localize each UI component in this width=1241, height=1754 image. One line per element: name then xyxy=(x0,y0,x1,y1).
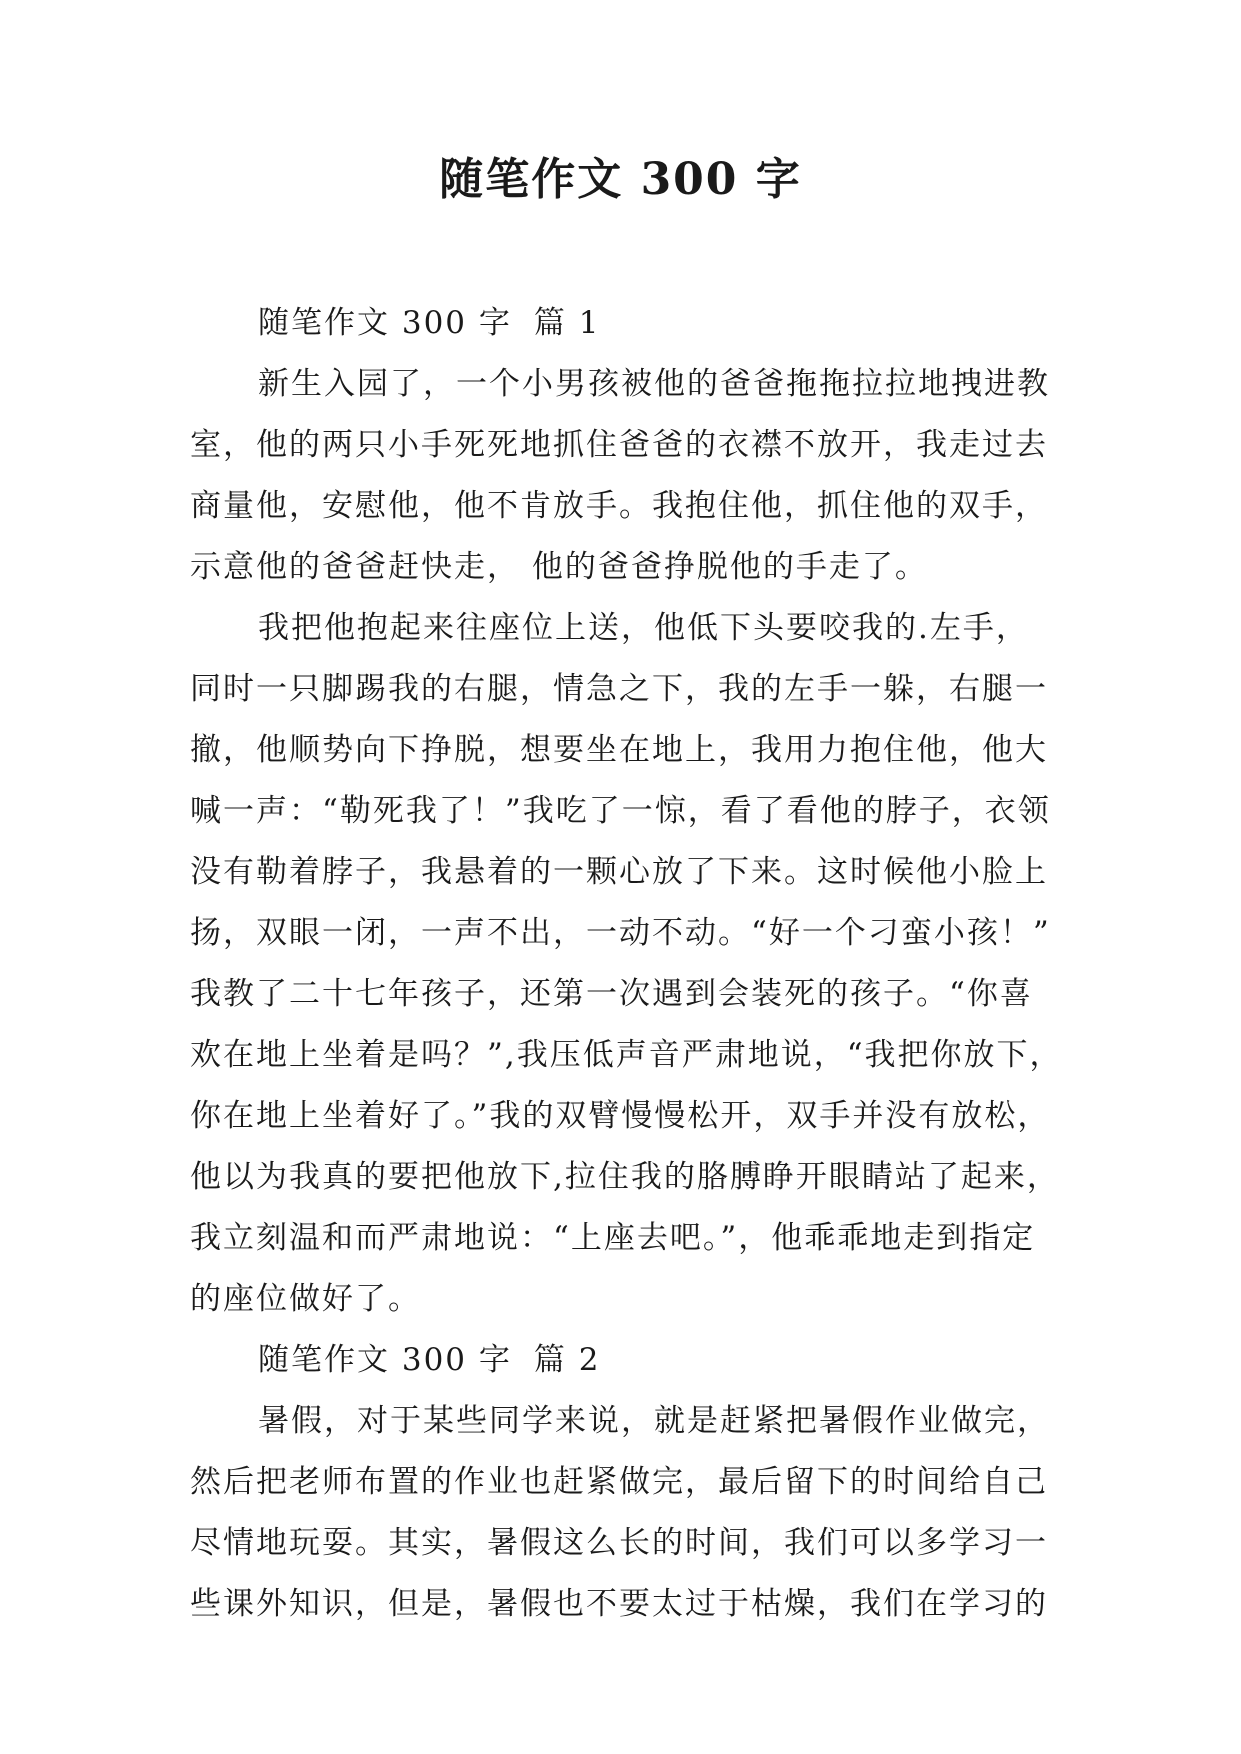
text-line: 我立刻温和而严肃地说：“上座去吧。”，他乖乖地走到指定 xyxy=(190,1220,1036,1256)
text-line: 室，他的两只小手死死地抓住爸爸的衣襟不放开，我走过去 xyxy=(190,427,1048,463)
text-line: 撤，他顺势向下挣脱，想要坐在地上，我用力抱住他，他大 xyxy=(190,732,1048,768)
paragraph xyxy=(190,354,1060,598)
paragraph xyxy=(190,598,1063,1330)
section-heading-text: 随笔作文 300 字 xyxy=(258,305,512,341)
section-heading-number: 篇 2 xyxy=(533,1342,601,1378)
text-line: 扬，双眼一闭，一声不出，一动不动。“好一个刁蛮小孩！” xyxy=(190,915,1051,951)
text-line: 你在地上坐着好了。”我的双臂慢慢松开，双手并没有放松， xyxy=(190,1098,1051,1134)
section-heading-text: 随笔作文 300 字 xyxy=(258,1342,512,1378)
text-line: 然后把老师布置的作业也赶紧做完，最后留下的时间给自己 xyxy=(190,1464,1048,1500)
text-line: 他以为我真的要把他放下,拉住我的胳膊睁开眼睛站了起来， xyxy=(190,1159,1060,1195)
page-title: 随笔作文 300 字 xyxy=(439,154,802,205)
text-line: 商量他，安慰他，他不肯放手。我抱住他，抓住他的双手， xyxy=(190,488,1048,524)
document-body xyxy=(190,293,1063,1635)
text-line: 新生入园了，一个小男孩被他的爸爸拖拖拉拉地拽进教 xyxy=(258,366,1050,402)
text-line: 没有勒着脖子，我悬着的一颗心放了下来。这时候他小脸上 xyxy=(190,854,1048,890)
text-line: 同时一只脚踢我的右腿，情急之下，我的左手一躲，右腿一 xyxy=(190,671,1048,707)
section-heading xyxy=(190,293,1060,354)
text-line: 暑假，对于某些同学来说，就是赶紧把暑假作业做完， xyxy=(258,1403,1050,1439)
text-line: 我把他抱起来往座位上送，他低下头要咬我的.左手， xyxy=(258,610,1029,646)
text-line: 尽情地玩耍。其实，暑假这么长的时间，我们可以多学习一 xyxy=(190,1525,1048,1561)
section-heading-number: 篇 1 xyxy=(533,305,601,341)
paragraph xyxy=(190,1391,1060,1635)
text-line: 我教了二十七年孩子，还第一次遇到会装死的孩子。“你喜 xyxy=(190,976,1033,1012)
text-line: 些课外知识，但是，暑假也不要太过于枯燥，我们在学习的 xyxy=(190,1586,1048,1622)
text-line: 欢在地上坐着是吗？”,我压低声音严肃地说，“我把你放下， xyxy=(190,1037,1063,1073)
text-line: 喊一声：“勒死我了！”我吃了一惊，看了看他的脖子，衣领 xyxy=(190,793,1051,829)
text-line: 示意他的爸爸赶快走， 他的爸爸挣脱他的手走了。 xyxy=(190,549,928,585)
section-heading xyxy=(190,1330,1060,1391)
text-line: 的座位做好了。 xyxy=(190,1281,421,1317)
